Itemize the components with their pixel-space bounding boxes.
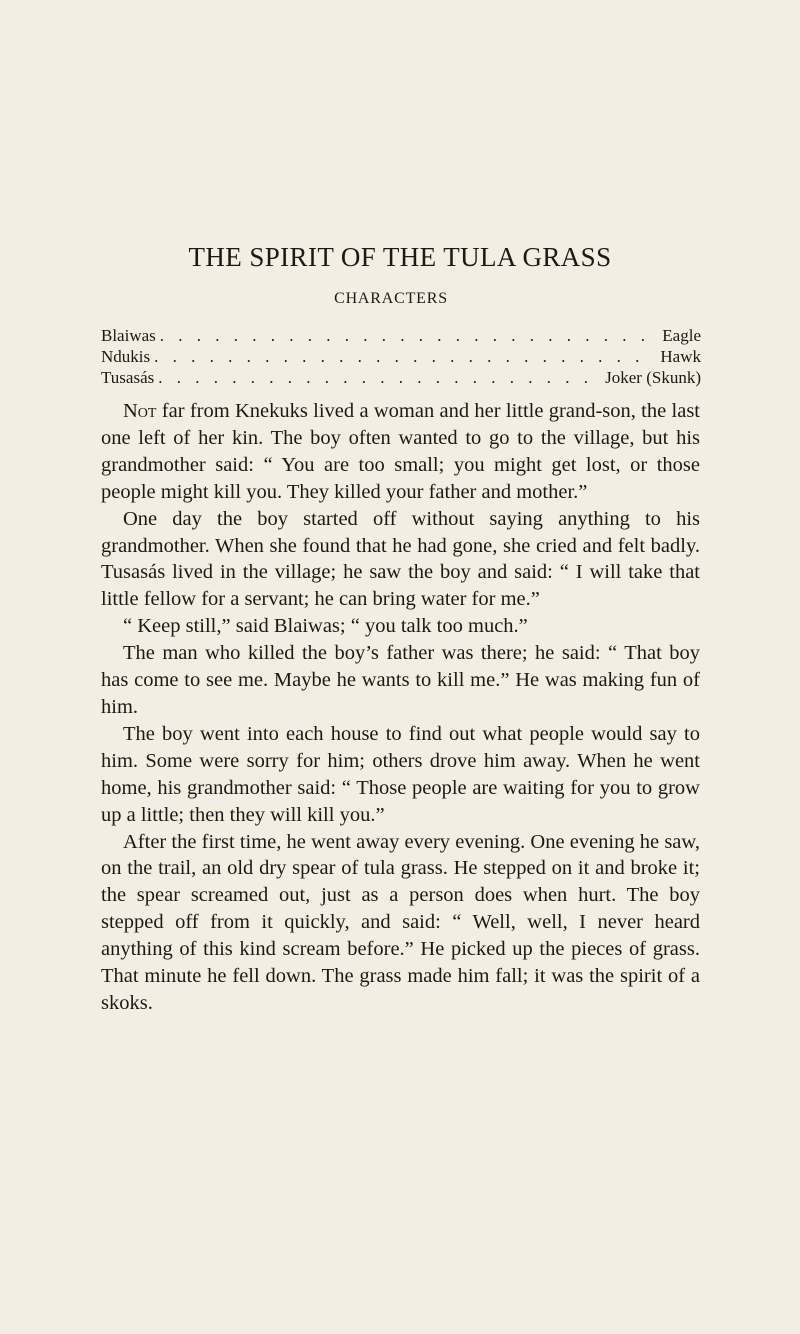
paragraph: After the first time, he went away every evening. One evening he saw, on the trail, an old dry spear of tula grass. He stepped on it and broke it; the spear screamed out, just as a person does when hurt. The boy stepped off from it quickly, and said: “ Well, well, I never heard anything of this kind scream before.” He picked up the pieces of grass. That minute he fell down. The grass made him fall; it was the spirit of a skoks.: [101, 830, 700, 1014]
paragraph: One day the boy started off without saying anything to his grandmother. When she found that he had gone, she cried and felt badly. Tusasás lived in the village; he saw the boy and said: “ I will take that little fellow for a servant; he can bring water for me.”: [101, 507, 700, 611]
paragraph: The boy went into each house to find out what people would say to him. Some were sorry for him; others drove him away. When he went home, his grandmother said: “ Those people are waiting for you to grow up a little; then they will kill you.”: [101, 722, 700, 826]
paragraph: “ Keep still,” said Blaiwas; “ you talk too much.”: [123, 615, 528, 638]
character-role: Joker (Skunk): [605, 368, 701, 387]
character-role: Hawk: [660, 347, 701, 366]
dot-leader: [158, 367, 599, 388]
character-name: Tusasás: [101, 368, 155, 387]
opening-word: Not: [123, 400, 157, 422]
story-text: [101, 398, 700, 1017]
character-entry: [101, 346, 701, 367]
character-entry: [101, 367, 701, 388]
character-name: Ndukis: [101, 347, 151, 366]
paragraph: The man who killed the boy’s father was there; he said: “ That boy has come to see me. Maybe he wants to kill me.” He was making fun of him.: [101, 642, 700, 718]
character-name: Blaiwas: [101, 326, 156, 345]
dot-leader: [154, 346, 654, 367]
character-entry: [101, 325, 701, 346]
character-role: Eagle: [662, 326, 701, 345]
chapter-title: THE SPIRIT OF THE TULA GRASS: [188, 242, 612, 272]
characters-heading: CHARACTERS: [334, 290, 448, 307]
character-list: [101, 325, 701, 388]
paragraph-text: far from Knekuks lived a woman and her little grand-son, the last one left of her kin. The boy often wanted to go to the village, but his grandmother said: “ You are too small; you might get lost, or those people might kill you. They killed your father and mother.”: [101, 400, 700, 503]
dot-leader: [160, 325, 657, 346]
paragraph: [101, 398, 700, 506]
